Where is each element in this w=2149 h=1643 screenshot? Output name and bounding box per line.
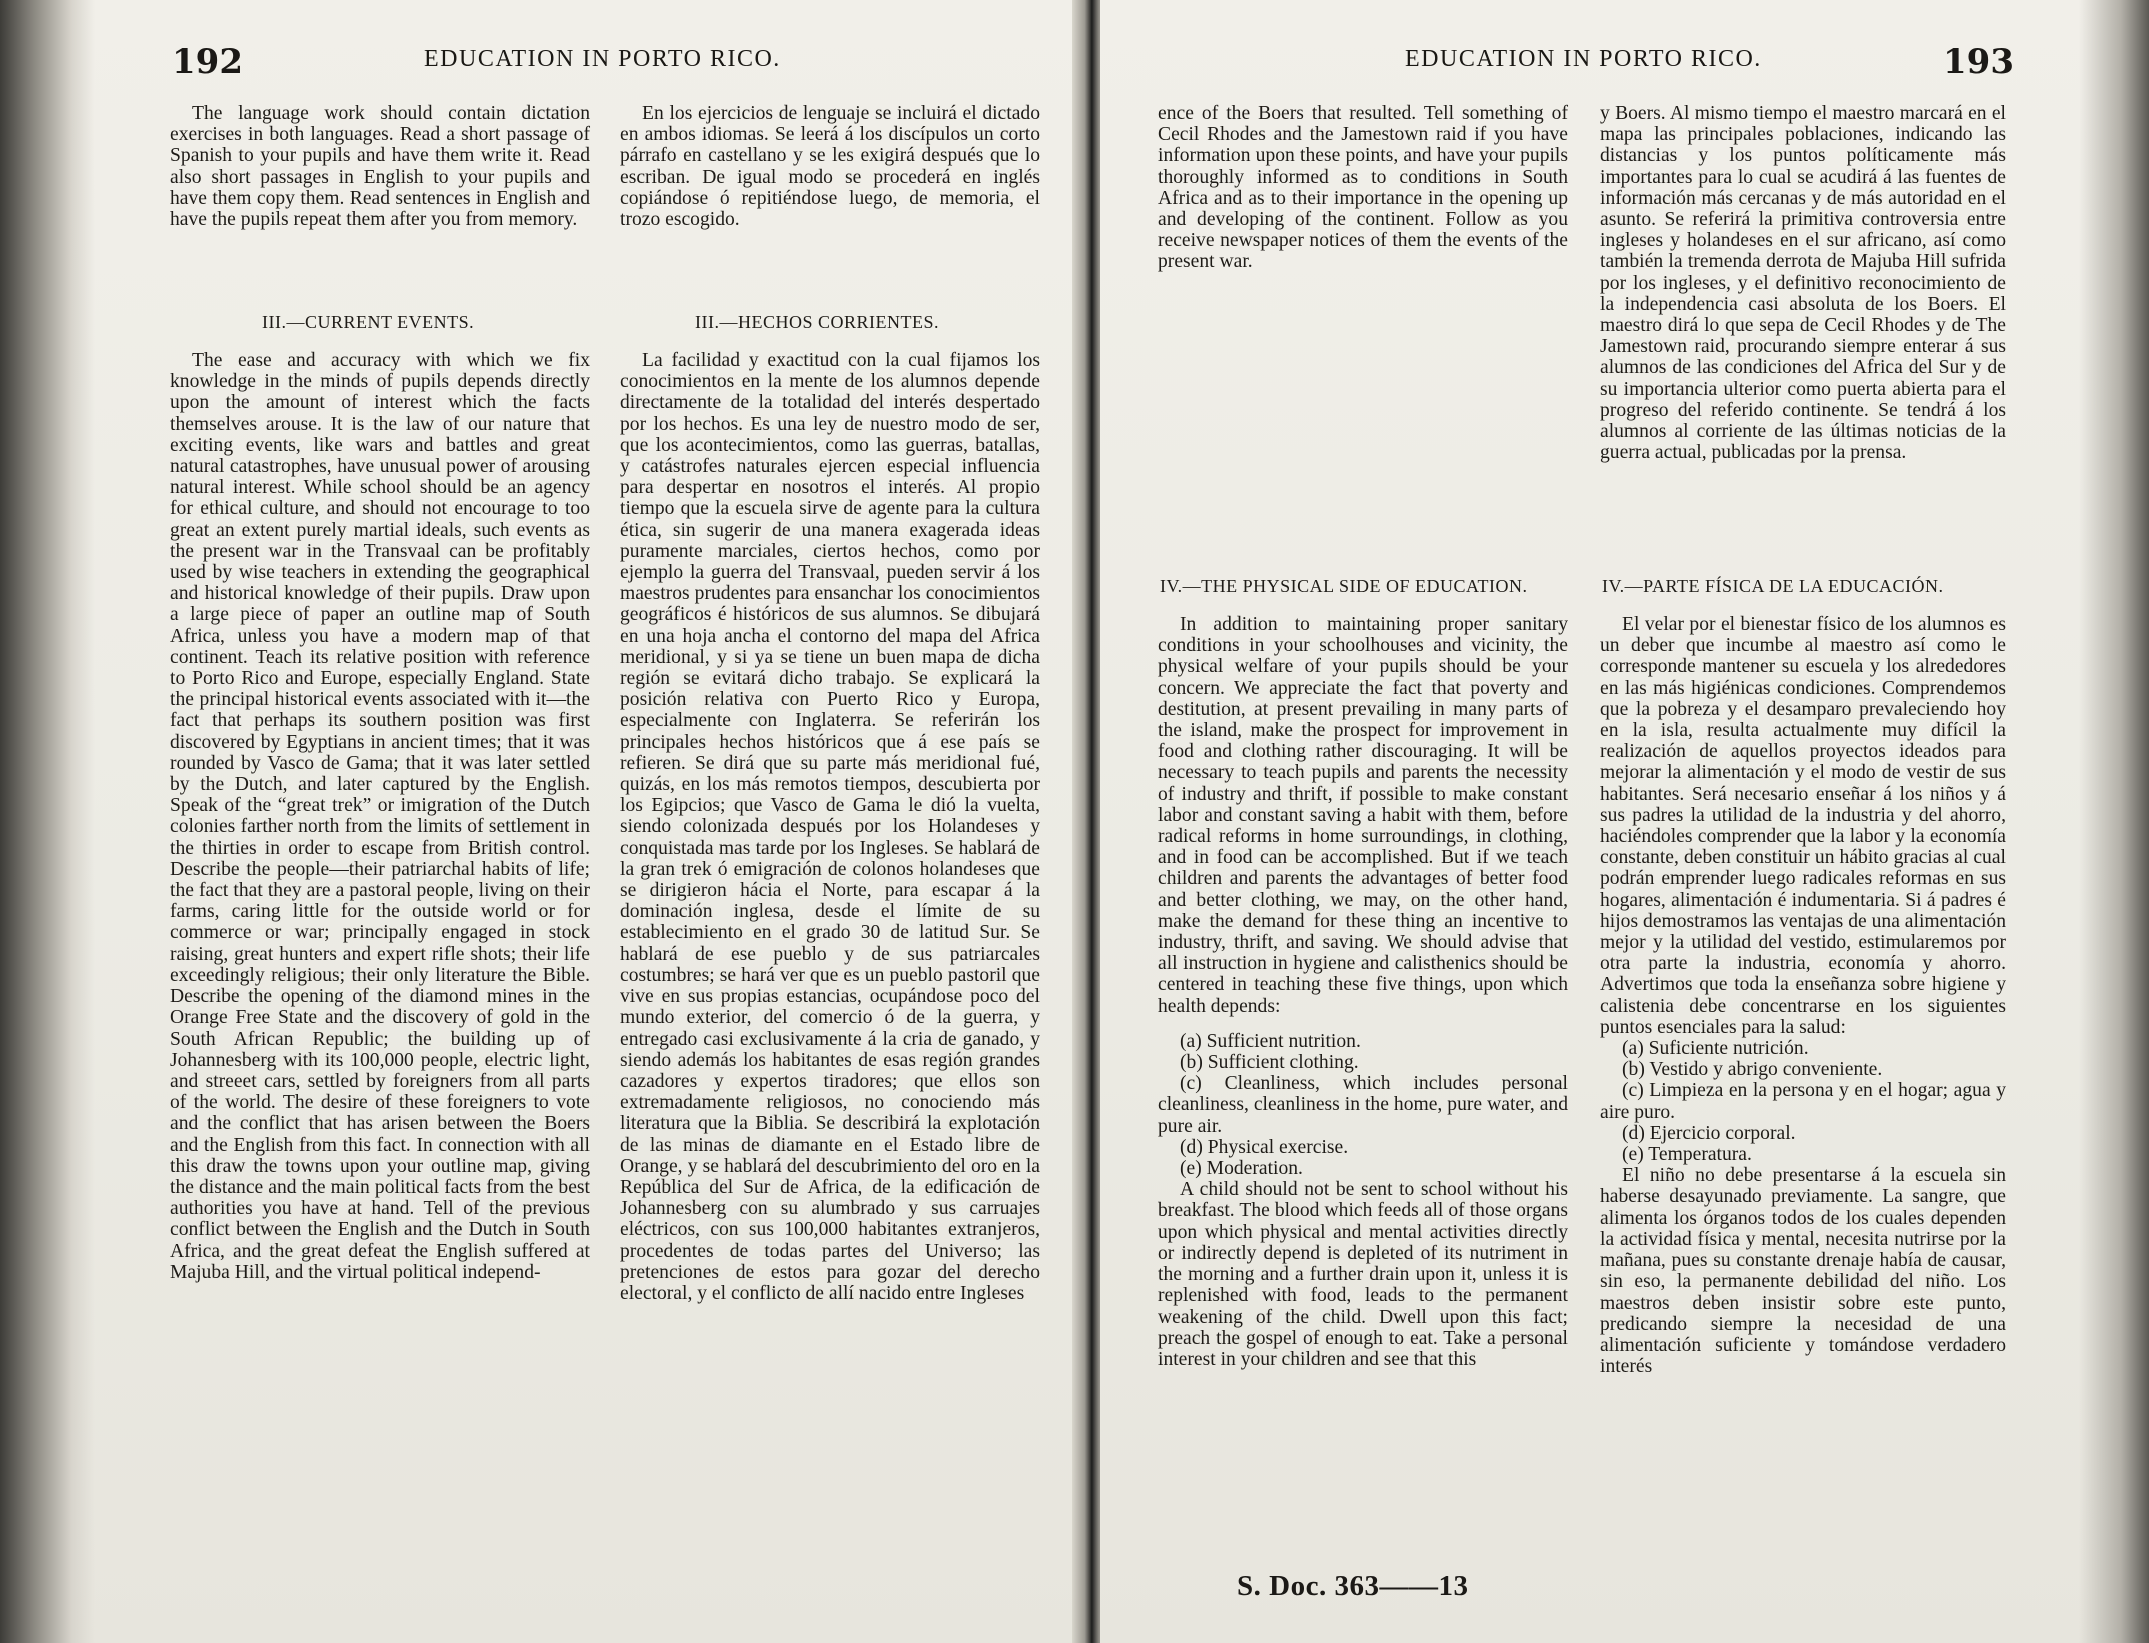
left-page-number: 192 <box>172 42 243 82</box>
english-list-item: (c) Cleanliness, which includes personal cleanliness, cleanliness in the home, pure water, and pure air. <box>1158 1073 1568 1137</box>
english-current-events-heading: III.—CURRENT EVENTS. <box>262 312 475 332</box>
english-intro-paragraph: The language work should contain dictation exercises in both languages. Read a short passage of Spanish to your pupils and have them write it. Read also short passages in English to your pupils and have them copy them. Read sentences in English and have the pupils repeat them after you from memory. <box>170 103 590 231</box>
english-list-item: (e) Moderation. <box>1180 1158 1303 1180</box>
spanish-health-list <box>1600 1038 2006 1165</box>
spanish-physical-side-heading: IV.—PARTE FÍSICA DE LA EDUCACIÓN. <box>1602 576 1944 596</box>
right-page-edge-shadow <box>2079 0 2149 1643</box>
english-list-item: (a) Sufficient nutrition. <box>1180 1030 1361 1052</box>
spanish-list-item: (b) Vestido y abrigo conveniente. <box>1622 1059 1883 1081</box>
spanish-intro-paragraph: En los ejercicios de lenguaje se incluirá el dictado en ambos idiomas. Se leerá á los discípulos un corto párrafo en castellano y se les exigirá después que lo escriban. De igual modo se procederá en inglés copiándose ó repitiéndose luego, de memoria, el trozo escogido. <box>620 103 1040 231</box>
left-english-body-column <box>170 350 590 1283</box>
spanish-physical-side-paragraph: El velar por el bienestar físico de los alumnos es un deber que incumbe al maestro así como le corresponde mantener su escuela y los alrededores en las más higiénicas condiciones. Comprendemos que la pobreza y el desamparo prevaleciendo hoy en la isla, resulta actualmente muy difícil la realización de aquellos proyectos ideados para mejorar la alimentación y el modo de vestir de sus habitantes. Será necesario enseñar á los niños y á sus padres la utilidad de la industria y del ahorro, haciéndoles comprender que la labor y la economía constante, deben constituir un hábito gracias al cual podrán emprender luego radicales reformas en sus hogares, alimentación é indumentaria. Si á padres é hijos demostramos las ventajas de una alimentación mejor y la utilidad del vestido, estimularemos por otra parte la industria, economía y ahorro. Advertimos que toda la enseñanza sobre higiene y calistenia debe concentrarse en los siguientes puntos esenciales para la salud: <box>1600 614 2006 1038</box>
spanish-list-item: (c) Limpieza en la persona y en el hogar; agua y aire puro. <box>1600 1080 2006 1123</box>
english-physical-side-paragraph: In addition to maintaining proper sanitary conditions in your schoolhouses and vicinity, the physical welfare of your pupils should be your concern. We appreciate the fact that poverty and destitution, at present prevailing in many parts of the island, make the prospect for improvement in food and clothing rather discouraging. It will be necessary to teach pupils and parents the necessity of industry and thrift, if possible to make constant labor and constant saving a habit with them, before radical reforms in home surroundings, in clothing, and in food can be accomplished. But if we teach children and parents the advantages of better food and better clothing, we may, on the other hand, make the demand for these thing an incentive to industry, thrift, and saving. We should advise that all instruction in hygiene and calisthenics should be centered in teaching these five things, upon which health depends: <box>1158 614 1568 1017</box>
english-breakfast-paragraph: A child should not be sent to school without his breakfast. The blood which feeds all of those organs upon which physical and mental activities directly or indirectly depend is depleted of its nutriment in the morning and a further drain upon it, unless it is replenished with food, leads to the permanent weakening of the child. Dwell upon this fact; preach the gospel of enough to eat. Take a personal interest in your children and see that this <box>1158 1179 1568 1370</box>
left-spanish-body-column <box>620 350 1040 1304</box>
left-spanish-column <box>620 103 1040 230</box>
spanish-breakfast-paragraph: El niño no debe presentarse á la escuela sin haberse desayunado previamente. La sangre, que alimenta los órganos todos de los cuales dependen la actividad física y mental, necesita nutrirse por la mañana, pues su constante drenaje había de causar, sin eso, la permanente debilidad del niño. Los maestros deben insistir sobre este punto, predicando siempre la necesidad de una alimentación suficiente y tomándose verdadero interés <box>1600 1165 2006 1378</box>
spanish-list-item: (d) Ejercicio corporal. <box>1622 1122 1796 1144</box>
right-page <box>1100 0 2149 1643</box>
english-list-item: (b) Sufficient clothing. <box>1180 1052 1359 1074</box>
english-list-item: (d) Physical exercise. <box>1180 1136 1349 1158</box>
right-page-number: 193 <box>1943 42 2014 82</box>
right-english-column <box>1158 103 1568 273</box>
spanish-continuation-paragraph: y Boers. Al mismo tiempo el maestro marcará en el mapa las principales poblaciones, indicando las distancias y los puntos políticamente más importantes para lo cual se acudirá á las fuentes de información más cercanas y de más autoridad en el asunto. Se referirá la primitiva controversia entre ingleses y holandeses en el sur africano, así como también la tremenda derrota de Majuba Hill sufrida por los ingleses, y el definitivo reconocimiento de la independencia casi absoluta de los Boers. El maestro dirá lo que sepa de Cecil Rhodes y de The Jamestown raid, procurando siempre enterar á sus alumnos de las condiciones del Africa del Sur y de su importancia ulterior como puerta abierta para el progreso del referido continente. Se tendrá á los alumnos al corriente de las últimas noticias de la guerra actual, publicadas por la prensa. <box>1600 103 2006 464</box>
english-physical-side-heading: IV.—THE PHYSICAL SIDE OF EDUCATION. <box>1160 576 1528 596</box>
right-spanish-column <box>1600 103 2006 463</box>
english-health-list <box>1158 1031 1568 1179</box>
left-page-edge-shadow <box>0 0 95 1643</box>
spanish-list-item: (e) Temperatura. <box>1622 1144 1752 1166</box>
spanish-current-events-heading: III.—HECHOS CORRIENTES. <box>695 312 939 332</box>
spanish-current-events-paragraph: La facilidad y exactitud con la cual fijamos los conocimientos en la mente de los alumnos depende directamente de la totalidad del interés despertado por los hechos. Es una ley de nuestro modo de ser, que los acontecimientos, como las guerras, batallas, y catástrofes naturales ejercen especial influencia para despertar en nosotros el interés. Al propio tiempo que la escuela sirve de agente para la cultura ética, sin sugerir de una manera exagerada ideas puramente marciales, ciertos hechos, como por ejemplo la guerra del Transvaal, pueden servir á los maestros prudentes para ensanchar los conocimientos geográficos é históricos de sus alumnos. Se dibujará en una hoja ancha el contorno del mapa del Africa meridional, y si ya se tiene un buen mapa de dicha región se evitará dicho trabajo. Se explicará la posición relativa con Puerto Rico y Europa, especialmente con Inglaterra. Se referirán los principales hechos históricos que á ese país se refieren. Se dirá que su parte más meridional fué, quizás, en los más remotos tiempos, descubierta por los Egipcios; que Vasco de Gama le dió la vuelta, siendo colonizada después por los Holandeses y conquistada mas tarde por los Ingleses. Se hablará de la gran trek ó emigración de colonos holandeses que se dirigieron hácia el Norte, para escapar á la dominación inglesa, desde el límite de su establecimiento en el grado 30 de latitud Sur. Se hablará de ese pueblo y de sus patriarcales costumbres; se hará ver que es un pueblo pastoril que vive en sus propias estancias, ocupándose poco del mundo exterior, del comercio ó de la guerra, y entregado casi exclusivamente á la cria de ganado, y siendo además los habitantes de esas región grandes cazadores y expertos tiradores; que ellos son extremadamente religiosos, no conociendo más literatura que la Biblia. Se describirá la explotación de las minas de diamante en el Estado libre de Orange, y se hablará del descubrimiento del oro en la República del Sur de Africa, de la edificación de Johannesberg con su alumbrado y sus carruajes eléctricos, con sus 100,000 habitantes extranjeros, procedentes de todas partes del Universo; las pretenciones de estos para gozar del derecho electoral, y el conflicto de allí nacido entre Ingleses <box>620 350 1040 1304</box>
spanish-list-item: (a) Suficiente nutrición. <box>1622 1038 1809 1060</box>
right-spanish-body-column <box>1600 614 2006 1377</box>
right-english-body-column <box>1158 614 1568 1370</box>
right-running-header: EDUCATION IN PORTO RICO. <box>1405 46 1762 72</box>
english-continuation-paragraph: ence of the Boers that resulted. Tell something of Cecil Rhodes and the Jamestown raid if you have information upon these points, and have your pupils thoroughly informed as to conditions in South Africa and as to their importance in the opening up and developing of the continent. Follow as you receive newspaper notices of them the events of the present war. <box>1158 103 1568 273</box>
document-signature: S. Doc. 363——13 <box>1237 1570 1469 1602</box>
left-english-column <box>170 103 590 230</box>
left-running-header: EDUCATION IN PORTO RICO. <box>424 46 781 72</box>
english-current-events-paragraph: The ease and accuracy with which we fix knowledge in the minds of pupils depends directly upon the amount of interest which the facts themselves arouse. It is the law of our nature that exciting events, like wars and battles and great natural catastrophes, have unusual power of arousing natural interest. While school should be an agency for ethical culture, and should not encourage to too great an extent purely martial ideals, such events as the present war in the Transvaal can be profitably used by wise teachers in extending the geographical and historical knowledge of their pupils. Draw upon a large piece of paper an outline map of South Africa, unless you have a modern map of that continent. Teach its relative position with reference to Porto Rico and Europe, especially England. State the principal historical events associated with it—the fact that perhaps its southern position was first discovered by Egyptians in ancient times; that it was rounded by Vasco de Gama; that it was later settled by the Dutch, and later captured by the English. Speak of the “great trek” or imigration of the Dutch colonies farther north from the limits of settlement in the thirties in order to escape from British control. Describe the people—their patriarchal habits of life; the fact that they are a pastoral people, living on their farms, caring little for the outside world or for commerce or war; principally engaged in stock raising, great hunters and expert rifle shots; their life exceedingly religious; their only literature the Bible. Describe the opening of the diamond mines in the Orange Free State and the discovery of gold in the South African Republic; the building up of Johannesberg with its 100,000 people, electric light, and streeet cars, settled by foreigners from all parts of the world. The desire of these foreigners to vote and the conflict that has arisen between the Boers and the English from this fact. In connection with all this draw the towns upon your outline map, giving the distance and the main political facts from the best authorities you have at hand. Tell of the previous conflict between the English and the Dutch in South Africa, and the great defeat the English suffered at Majuba Hill, and the virtual political independ- <box>170 350 590 1283</box>
